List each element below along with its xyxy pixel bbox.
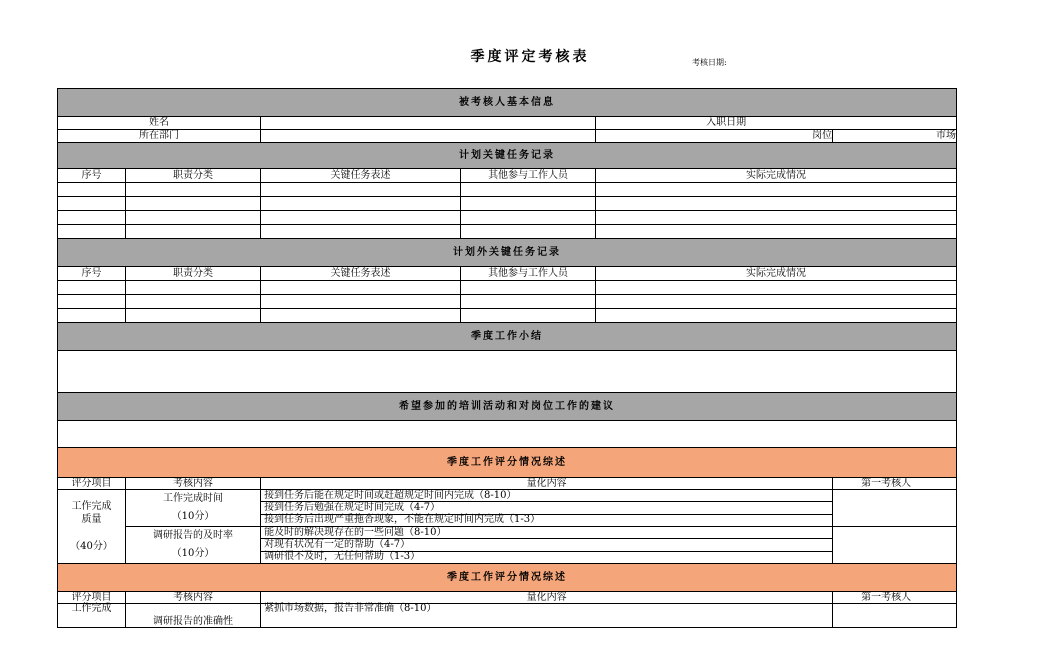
table-cell[interactable] <box>261 225 461 239</box>
col-category: 职责分类 <box>126 169 261 183</box>
score-col-reviewer: 第一考核人 <box>833 592 957 604</box>
suggestions-area[interactable] <box>58 421 957 448</box>
table-cell[interactable] <box>126 309 261 323</box>
criteria-row: 能及时的解决现存在的一些问题（8-10） <box>261 527 833 539</box>
sub-item-points: （10分） <box>171 511 215 522</box>
table-cell[interactable] <box>261 281 461 295</box>
score-col-content: 考核内容 <box>126 592 261 604</box>
score-col-content: 考核内容 <box>126 478 261 490</box>
table-cell[interactable] <box>58 225 126 239</box>
scoring-header-2: 季度工作评分情况综述 <box>58 564 957 592</box>
unplanned-tasks-header: 计划外关键任务记录 <box>58 239 957 267</box>
table-cell[interactable] <box>596 295 957 309</box>
table-cell[interactable] <box>58 295 126 309</box>
category-points: （40分） <box>70 541 113 552</box>
col-actual: 实际完成情况 <box>596 169 957 183</box>
scoring-header: 季度工作评分情况综述 <box>58 448 957 478</box>
table-cell[interactable] <box>461 225 596 239</box>
table-cell[interactable] <box>461 281 596 295</box>
suggestions-header: 希望参加的培训活动和对岗位工作的建议 <box>58 393 957 421</box>
col-actual: 实际完成情况 <box>596 267 957 281</box>
table-cell[interactable] <box>58 211 126 225</box>
table-cell[interactable] <box>596 309 957 323</box>
table-cell[interactable] <box>126 183 261 197</box>
table-cell[interactable] <box>461 309 596 323</box>
score-col-item: 评分项目 <box>58 478 126 490</box>
reviewer-score-cell[interactable] <box>833 604 957 628</box>
table-cell[interactable] <box>596 225 957 239</box>
score-col-reviewer: 第一考核人 <box>833 478 957 490</box>
table-cell[interactable] <box>461 197 596 211</box>
table-cell[interactable] <box>126 225 261 239</box>
category-work-quality <box>58 490 126 564</box>
planned-tasks-header: 计划关键任务记录 <box>58 143 957 169</box>
assessment-sheet <box>57 88 957 628</box>
table-cell[interactable] <box>126 295 261 309</box>
col-task: 关键任务表述 <box>261 169 461 183</box>
criteria-row: 紧抓市场数据，报告非常准确（8-10） <box>261 604 833 628</box>
position-label: 岗位 <box>596 130 833 143</box>
sub-item-name: 工作完成时间 <box>163 493 224 504</box>
table-cell[interactable] <box>58 183 126 197</box>
sub-item-name: 调研报告的及时率 <box>153 530 234 541</box>
dept-value[interactable] <box>261 130 596 143</box>
score-col-quant: 量化内容 <box>261 592 833 604</box>
category-partial: 工作完成 <box>58 604 126 628</box>
criteria-row: 接到任务后能在规定时间或赶超规定时间内完成（8-10） <box>261 490 833 502</box>
score-col-item: 评分项目 <box>58 592 126 604</box>
table-cell[interactable] <box>596 211 957 225</box>
category-line: 质量 <box>81 514 102 525</box>
assessment-date-label: 考核日期: <box>692 58 727 67</box>
criteria-row: 接到任务后出现严重拖沓现象，不能在规定时间内完成（1-3） <box>261 514 833 526</box>
sub-item-accuracy: 调研报告的准确性 <box>126 604 261 628</box>
col-category: 职责分类 <box>126 267 261 281</box>
score-col-quant: 量化内容 <box>261 478 833 490</box>
basic-info-header: 被考核人基本信息 <box>58 89 957 117</box>
table-cell[interactable] <box>126 281 261 295</box>
table-cell[interactable] <box>126 211 261 225</box>
table-cell[interactable] <box>58 281 126 295</box>
reviewer-score-cell[interactable] <box>833 490 957 527</box>
sub-item-report-timeliness <box>126 527 261 564</box>
page-title: 季度评定考核表 <box>470 49 590 65</box>
table-cell[interactable] <box>461 183 596 197</box>
reviewer-score-cell[interactable] <box>833 527 957 564</box>
dept-label: 所在部门 <box>58 130 261 143</box>
table-cell[interactable] <box>261 295 461 309</box>
sub-item-points: （10分） <box>171 548 215 559</box>
join-date-label: 入职日期 <box>596 117 957 130</box>
name-label: 姓名 <box>58 117 261 130</box>
col-participants: 其他参与工作人员 <box>461 267 596 281</box>
table-cell[interactable] <box>596 197 957 211</box>
table-cell[interactable] <box>596 183 957 197</box>
table-cell[interactable] <box>58 197 126 211</box>
col-no: 序号 <box>58 169 126 183</box>
table-cell[interactable] <box>461 211 596 225</box>
table-cell[interactable] <box>261 211 461 225</box>
dept-value-partial: 市场 <box>833 130 957 143</box>
table-cell[interactable] <box>261 183 461 197</box>
criteria-row: 对现有状况有一定的帮助（4-7） <box>261 539 833 551</box>
table-cell[interactable] <box>461 295 596 309</box>
criteria-row: 接到任务后勉强在规定时间完成（4-7） <box>261 502 833 514</box>
summary-header: 季度工作小结 <box>58 323 957 351</box>
col-no: 序号 <box>58 267 126 281</box>
summary-area[interactable] <box>58 351 957 393</box>
table-cell[interactable] <box>126 197 261 211</box>
table-cell[interactable] <box>596 281 957 295</box>
criteria-row: 调研很不及时，无任何帮助（1-3） <box>261 551 833 563</box>
category-line: 工作完成 <box>71 501 112 512</box>
col-task: 关键任务表述 <box>261 267 461 281</box>
col-participants: 其他参与工作人员 <box>461 169 596 183</box>
table-cell[interactable] <box>261 197 461 211</box>
name-value[interactable] <box>261 117 596 130</box>
sub-item-time <box>126 490 261 527</box>
table-cell[interactable] <box>261 309 461 323</box>
table-cell[interactable] <box>58 309 126 323</box>
